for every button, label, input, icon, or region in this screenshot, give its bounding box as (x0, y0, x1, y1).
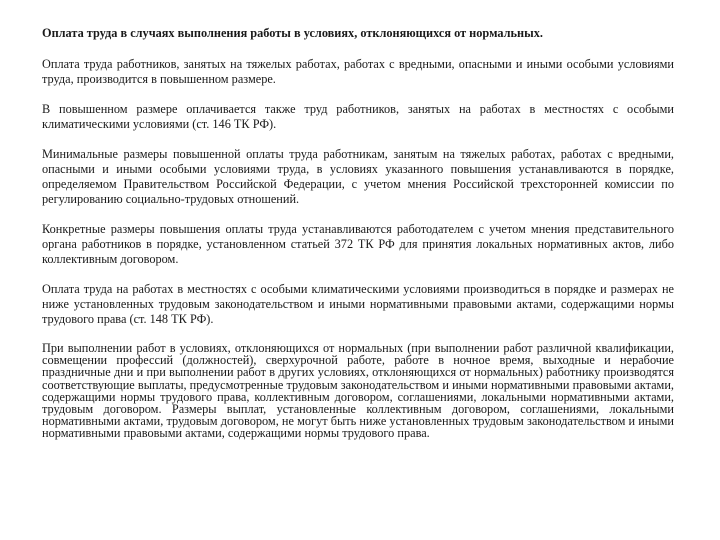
paragraph-increased-pay: Оплата труда работников, занятых на тяжелых работах, работах с вредными, опасными и иными особыми условиями труда, производится в повышенном размере. (42, 57, 674, 86)
paragraph-minimum-amounts: Минимальные размеры повышенной оплаты труда работникам, занятым на тяжелых работах, работах с вредными, опасными и иными особыми условиями труда, в условиях указанного повышения устанавливаются в порядке, определяемом Правительством Российской Федерации, с учетом мнения Российской трехсторонней комиссии по регулированию социально-трудовых отношений. (42, 147, 674, 206)
paragraph-abnormal-conditions: При выполнении работ в условиях, отклоняющихся от нормальных (при выполнении работ различной квалификации, совмещении профессий (должностей), сверхурочной работе, работе в ночное время, выходные и нерабочие праздничные дни и при выполнении работ в других условиях, отклоняющихся от нормальных) работнику производятся соответствующие выплаты, предусмотренные трудовым законодательством и иными нормативными правовыми актами, содержащими нормы трудового права, коллективным договором, соглашениями, локальными нормативными актами, трудовым договором. Размеры выплат, установленные коллективным договором, соглашениями, локальными нормативными актами, трудовым договором, не могут быть ниже установленных трудовым законодательством и иными нормативными правовыми актами, содержащими нормы трудового права. (42, 341, 674, 441)
paragraph-specific-amounts: Конкретные размеры повышения оплаты труда устанавливаются работодателем с учетом мнения представительного органа работников в порядке, установленном статьей 372 ТК РФ для принятия локальных нормативных актов, либо коллективным договором. (42, 222, 674, 266)
document-page (42, 26, 674, 455)
paragraph-climatic-conditions: В повышенном размере оплачивается также труд работников, занятых на работах в местностях с особыми климатическими условиями (ст. 146 ТК РФ). (42, 102, 674, 131)
document-title: Оплата труда в случаях выполнения работы в условиях, отклоняющихся от нормальных. (42, 26, 543, 40)
paragraph-climatic-pay-order: Оплата труда на работах в местностях с особыми климатическими условиями производиться в порядке и размерах не ниже установленных трудовым законодательством и иными нормативными правовыми актами, содержащими нормы трудового права (ст. 148 ТК РФ). (42, 282, 674, 326)
